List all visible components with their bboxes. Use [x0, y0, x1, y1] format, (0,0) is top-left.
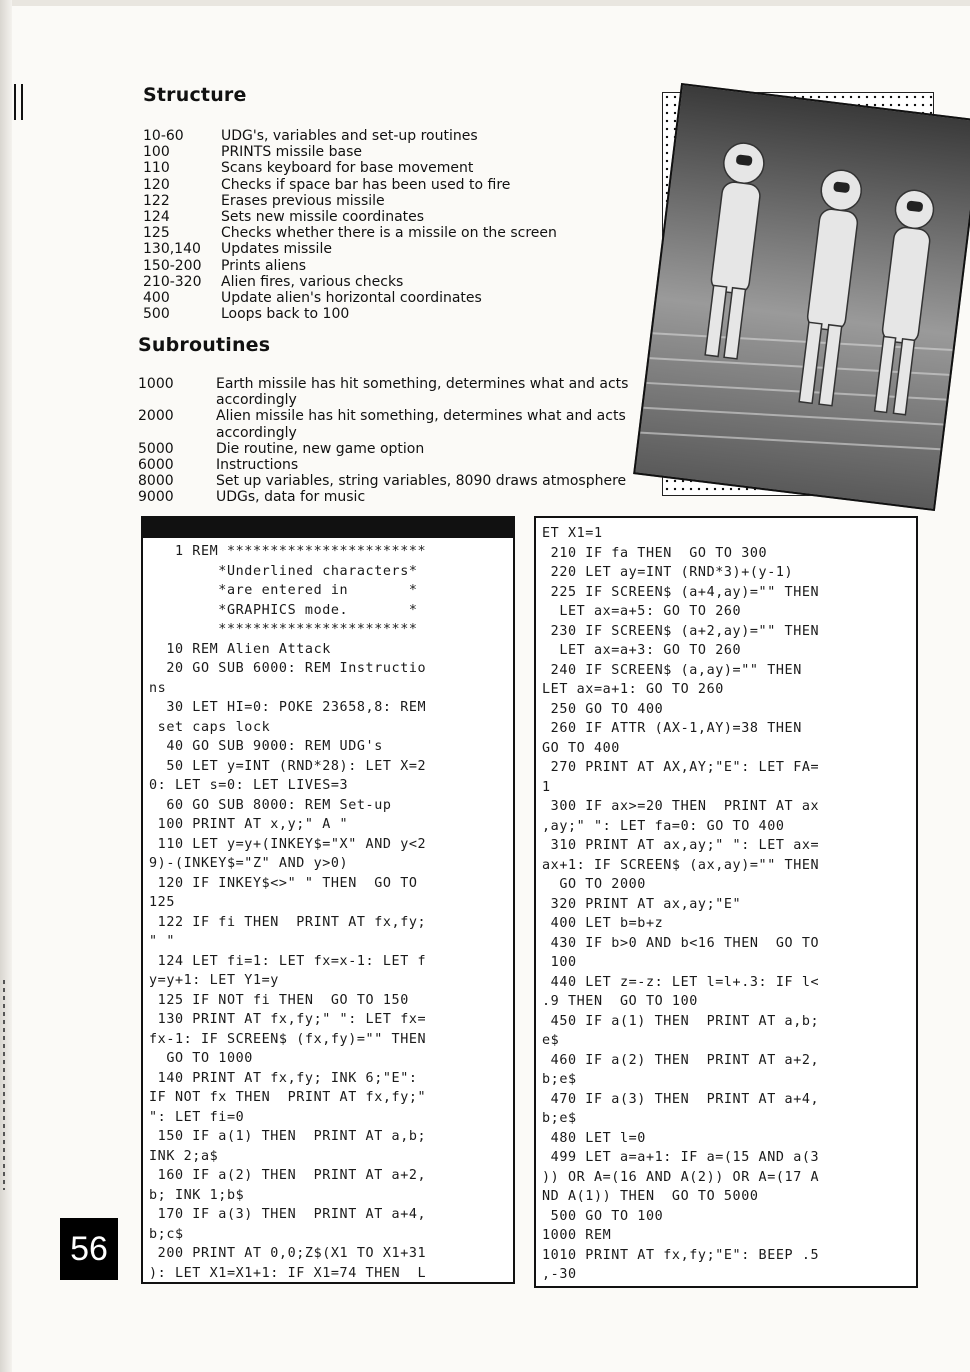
- line-number: 210-320: [143, 273, 202, 290]
- line-number: 122: [143, 192, 170, 209]
- listing-right-code: ET X1=1 210 IF fa THEN GO TO 300 220 LET ay=INT (RND*3)+(y-1) 225 IF SCREEN$ (a+4,ay)="" THEN LET ax=a+5: GO TO 260 230 IF SCREEN$ (a+2,ay)="" THEN LET ax=a+3: GO TO 260 240 IF SCREEN$ (a,ay)="" THEN LET ax=a+1: GO TO 260 250 GO TO 400 260 IF ATTR (AX-1,AY)=38 THEN GO TO 400 270 PRINT AT AX,AY;"E": LET FA= 1 300 IF ax>=20 THEN PRINT AT ax ,ay;" ": LET fa=0: GO TO 400 310 PRINT AT ax,ay;" ": LET ax= ax+1: IF SCREEN$ (ax,ay)="" THEN GO TO 2000 320 PRINT AT ax,ay;"E" 400 LET b=b+z 430 IF b>0 AND b<16 THEN GO TO 100 440 LET z=-z: LET l=l+.3: IF l< .9 THEN GO TO 100 450 IF a(1) THEN PRINT AT a,b; e$ 460 IF a(2) THEN PRINT AT a+2, b;e$ 470 IF a(3) THEN PRINT AT a+4, b;e$ 480 LET l=0 499 LET a=a+1: IF a=(15 AND a(3 )) OR A=(16 AND A(2)) OR A=(17 A ND A(1)) THEN GO TO 5000 500 GO TO 100 1000 REM 1010 PRINT AT fx,fy;"E": BEEP .5 ,-30: [542, 526, 820, 1282]
- listing-right-panel: [534, 516, 918, 1288]
- list-item: [143, 274, 643, 290]
- line-number: 1000: [138, 376, 174, 392]
- list-item: [143, 128, 643, 144]
- list-item: [138, 376, 648, 408]
- list-item: [143, 209, 643, 225]
- line-number: 125: [143, 225, 170, 242]
- page-top-edge: [0, 0, 970, 6]
- line-description: Earth missile has hit something, determines what and acts accordingly: [216, 376, 629, 409]
- list-item: [143, 144, 643, 160]
- list-item: [138, 457, 648, 473]
- list-item: [143, 290, 643, 306]
- line-number: 2000: [138, 408, 174, 425]
- listing-header-bar: [143, 518, 513, 538]
- list-item: [143, 160, 643, 176]
- listing-left-code: 1 REM *********************** *Underlined characters* *are entered in * *GRAPHICS mode. * *********************** 10 REM Alien Attack 20 GO SUB 6000: REM Instructio ns 30 LET HI=0: POKE 23658,8: REM set caps lock 40 GO SUB 9000: REM UDG's 50 LET y=INT (RND*28): LET X=2 0: LET s=0: LET LIVES=3 60 GO SUB 8000: REM Set-up 100 PRINT AT x,y;" A " 110 LET y=y+(INKEY$="X" AND y<2 9)-(INKEY$="Z" AND y>0) 120 IF INKEY$<>" " THEN GO TO 125 122 IF fi THEN PRINT AT fx,fy; " " 124 LET fi=1: LET fx=x-1: LET f y=y+1: LET Y1=y 125 IF NOT fi THEN GO TO 150 130 PRINT AT fx,fy;" ": LET fx= fx-1: IF SCREEN$ (fx,fy)="" THEN GO TO 1000 140 PRINT AT fx,fy; INK 6;"E": IF NOT fx THEN PRINT AT fx,fy;" ": LET fi=0 150 IF a(1) THEN PRINT AT a,b; INK 2;a$ 160 IF a(2) THEN PRINT AT a+2, b; INK 1;b$ 170 IF a(3) THEN PRINT AT a+4, b;c$ 200 PRINT AT 0,0;Z$(X1 TO X1+31 ): LET X1=X1+1: IF X1=74 THEN L: [149, 544, 427, 1281]
- list-item: [143, 306, 643, 322]
- line-description: Prints aliens: [221, 257, 307, 274]
- subroutines-heading: Subroutines: [138, 334, 271, 356]
- astronauts-photo: [633, 83, 970, 511]
- line-description: Sets new missile coordinates: [221, 209, 425, 226]
- list-item: [138, 408, 648, 440]
- line-description: Loops back to 100: [221, 306, 350, 323]
- list-item: [143, 225, 643, 241]
- listing-left-panel: [141, 516, 515, 1284]
- line-number: 8000: [138, 473, 174, 490]
- line-number: 100: [143, 144, 170, 161]
- line-number: 6000: [138, 457, 174, 474]
- list-item: [138, 473, 648, 489]
- line-number: 124: [143, 209, 170, 226]
- line-description: Updates missile: [221, 241, 332, 258]
- structure-heading: Structure: [143, 84, 247, 106]
- line-number: 5000: [138, 440, 174, 457]
- line-description: Instructions: [216, 457, 299, 474]
- page-number: 56: [60, 1218, 118, 1280]
- line-description: Alien missile has hit something, determines what and acts accordingly: [216, 408, 626, 441]
- list-item: [143, 241, 643, 257]
- line-number: 150-200: [143, 257, 202, 274]
- line-description: PRINTS missile base: [221, 144, 362, 161]
- line-description: Die routine, new game option: [216, 440, 425, 457]
- line-number: 10-60: [143, 128, 184, 144]
- line-description: Checks whether there is a missile on the screen: [221, 225, 557, 242]
- line-number: 400: [143, 290, 170, 307]
- line-description: Erases previous missile: [221, 192, 385, 209]
- line-description: Set up variables, string variables, 8090 draws atmosphere: [216, 473, 627, 490]
- line-description: Update alien's horizontal coordinates: [221, 290, 482, 307]
- list-item: [143, 177, 643, 193]
- line-description: Alien fires, various checks: [221, 273, 404, 290]
- binder-mark: [14, 84, 23, 120]
- line-number: 500: [143, 306, 170, 323]
- list-item: [143, 258, 643, 274]
- line-number: 130,140: [143, 241, 201, 258]
- astronauts-image: [635, 85, 970, 509]
- page-left-edge: [0, 0, 12, 1372]
- line-description: UDG's, variables and set-up routines: [221, 128, 478, 144]
- perforation-dots: [3, 980, 5, 1190]
- structure-list: [143, 128, 643, 322]
- line-description: Scans keyboard for base movement: [221, 160, 474, 177]
- line-number: 120: [143, 176, 170, 193]
- line-description: Checks if space bar has been used to fire: [221, 176, 511, 193]
- list-item: [138, 489, 648, 505]
- list-item: [138, 441, 648, 457]
- subroutines-list: [138, 376, 648, 506]
- line-number: 110: [143, 160, 170, 177]
- list-item: [143, 193, 643, 209]
- line-description: UDGs, data for music: [216, 489, 366, 506]
- line-number: 9000: [138, 489, 174, 506]
